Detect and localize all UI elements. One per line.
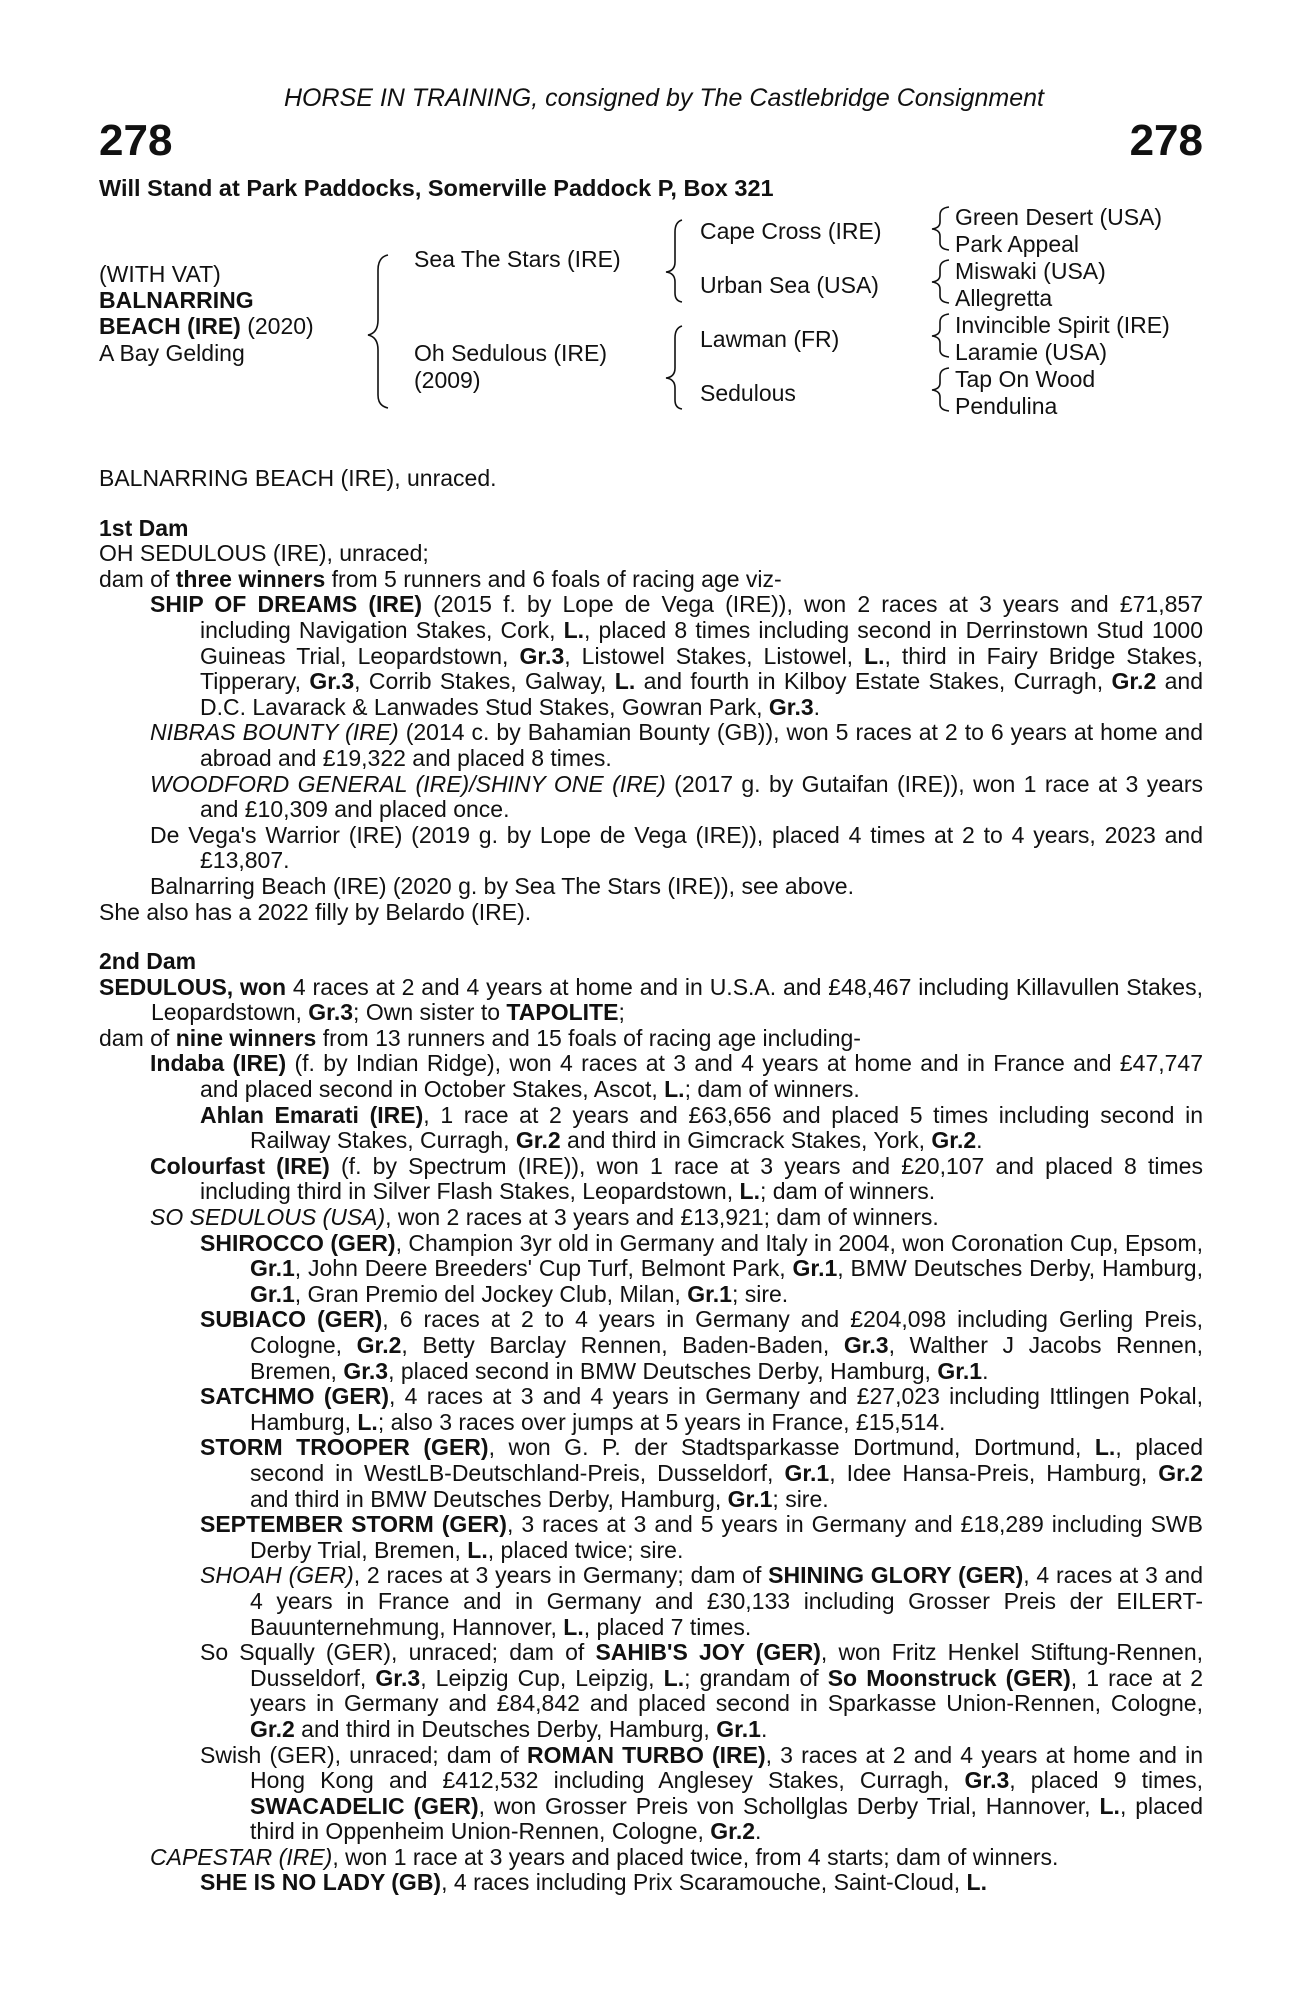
great-grandparent-4: Allegretta <box>955 285 1053 311</box>
entry-colourfast: Colourfast (IRE) (f. by Spectrum (IRE)), won 1 race at 3 years and £20,107 and placed 8 times including third in Silver Flash Stakes, Leopardstown, L.; dam of winners. <box>150 1152 1203 1205</box>
sire: Sea The Stars (IRE) <box>414 246 621 272</box>
entry-sedulous: SEDULOUS, won 4 races at 2 and 4 years at home and in U.S.A. and £48,467 including Killavullen Stakes, Leopardstown, Gr.3; Own sister to TAPOLITE; <box>99 973 1203 1026</box>
catalogue-header: HORSE IN TRAINING, consigned by The Castlebridge Consignment <box>283 84 1045 112</box>
entry-satchmo: SATCHMO (GER), 4 races at 3 and 4 years in Germany and £27,023 including Ittlingen Pokal, Hamburg, L.; also 3 races over jumps at 5 years in France, £15,514. <box>200 1383 1203 1435</box>
entry-ahlan-emarati: Ahlan Emarati (IRE), 1 race at 2 years and £63,656 and placed 5 times including second in Railway Stakes, Curragh, Gr.2 and third in Gimcrack Stakes, York, Gr.2. <box>200 1101 1203 1154</box>
entry-swish: Swish (GER), unraced; dam of ROMAN TURBO (IRE), 3 races at 2 and 4 years at home and in Hong Kong and £412,532 including Anglesey Stakes, Curragh, Gr.3, placed 9 times, SWACADELIC (GER), won Grosser Preis von Schollglas Derby Trial, Hannover, L., placed third in Oppenheim Union-Rennen, Cologne, Gr.2. <box>200 1741 1204 1845</box>
entry-subiaco: SUBIACO (GER), 6 races at 2 to 4 years in Germany and £204,098 including Gerling Preis, Cologne, Gr.2, Betty Barclay Rennen, Baden-Baden, Gr.3, Walther J Jacobs Rennen, Bremen, Gr.3, placed second in BMW Deutsches Derby, Hamburg, Gr.1. <box>200 1306 1204 1384</box>
first-dam-line: OH SEDULOUS (IRE), unraced; <box>99 540 429 567</box>
grandsire-maternal: Lawman (FR) <box>700 326 840 352</box>
entry-so-squally: So Squally (GER), unraced; dam of SAHIB'S JOY (GER), won Fritz Henkel Stiftung-Rennen, Dusseldorf, Gr.3, Leipzig Cup, Leipzig, L.; grandam of So Moonstruck (GER), 1 race at 2 years in Germany and £84,842 and placed second in Sparkasse Union-Rennen, Cologne, Gr.2 and third in Deutsches Derby, Hamburg, Gr.1. <box>200 1639 1204 1742</box>
entry-storm-trooper: STORM TROOPER (GER), won G. P. der Stadtsparkasse Dortmund, Dortmund, L., placed second in WestLB-Deutschland-Preis, Dusseldorf, Gr.1, Idee Hansa-Preis, Hamburg, Gr.2 and third in BMW Deutsches Derby, Hamburg, Gr.1; sire. <box>200 1434 1204 1512</box>
entry-nibras-bounty: NIBRAS BOUNTY (IRE) (2014 c. by Bahamian Bounty (GB)), won 5 races at 2 to 6 years at home and abroad and £19,322 and placed 8 times. <box>150 719 1203 771</box>
entry-ship-of-dreams: SHIP OF DREAMS (IRE) (2015 f. by Lope de Vega (IRE)), won 2 races at 3 years and £71,857 including Navigation Stakes, Cork, L., placed 8 times including second in Derrinstown Stud 1000 Guineas Trial, Leopardstown, Gr.3, Listowel Stakes, Listowel, L., third in Fairy Bridge Stakes, Tipperary, Gr.3, Corrib Stakes, Galway, L. and fourth in Kilboy Estate Stakes, Curragh, Gr.2 and D.C. Lavarack & Lanwades Stud Stakes, Gowran Park, Gr.3. <box>150 591 1204 720</box>
great-grandparent-1: Green Desert (USA) <box>955 204 1163 230</box>
entry-balnarring-beach: Balnarring Beach (IRE) (2020 g. by Sea The Stars (IRE)), see above. <box>150 872 854 899</box>
foaling-year: (2020) <box>247 313 314 339</box>
great-grandparent-6: Laramie (USA) <box>955 339 1108 365</box>
entry-september-storm: SEPTEMBER STORM (GER), 3 races at 3 and 5 years in Germany and £18,289 including SWB Derby Trial, Bremen, L., placed twice; sire. <box>200 1511 1203 1563</box>
first-dam-produce-summary: dam of three winners from 5 runners and 6 foals of racing age viz- <box>99 565 782 592</box>
entry-capestar: CAPESTAR (IRE), won 1 race at 3 years and placed twice, from 4 starts; dam of winners. <box>150 1843 1059 1870</box>
granddam-paternal: Urban Sea (USA) <box>700 272 879 298</box>
entry-she-is-no-lady: SHE IS NO LADY (GB), 4 races including Prix Scaramouche, Saint-Cloud, L. <box>200 1869 987 1896</box>
great-grandparent-8: Pendulina <box>955 393 1058 419</box>
great-grandparent-2: Park Appeal <box>955 231 1080 257</box>
horse-name-line1: BALNARRING <box>99 287 254 313</box>
first-dam-heading: 1st Dam <box>99 514 189 541</box>
granddam-maternal: Sedulous <box>700 380 796 406</box>
entry-de-vegas-warrior: De Vega's Warrior (IRE) (2019 g. by Lope de Vega (IRE)), placed 4 times at 2 to 4 years, 2023 and £13,807. <box>150 821 1203 874</box>
lot-number-left: 278 <box>99 116 173 165</box>
entry-shoah: SHOAH (GER), 2 races at 3 years in Germany; dam of SHINING GLORY (GER), 4 races at 3 and 4 years in France and in Germany and £30,133 including Grosser Preis der EILERT-Bauunternehmung, Hannover, L., placed 7 times. <box>200 1562 1203 1640</box>
great-grandparent-3: Miswaki (USA) <box>955 258 1106 284</box>
dam-year: (2009) <box>414 367 481 393</box>
stand-location: Will Stand at Park Paddocks, Somerville Paddock P, Box 321 <box>99 175 774 201</box>
grandsire-paternal: Cape Cross (IRE) <box>700 218 882 244</box>
lot-number-right: 278 <box>1129 116 1203 165</box>
entry-so-sedulous: SO SEDULOUS (USA), won 2 races at 3 years and £13,921; dam of winners. <box>150 1204 939 1231</box>
great-grandparent-5: Invincible Spirit (IRE) <box>955 312 1170 338</box>
entry-also-has: She also has a 2022 filly by Belardo (IRE). <box>99 898 532 925</box>
great-grandparent-7: Tap On Wood <box>955 366 1096 392</box>
second-dam-produce-summary: dam of nine winners from 13 runners and 15 foals of racing age including- <box>99 1024 861 1051</box>
entry-indaba: Indaba (IRE) (f. by Indian Ridge), won 4 races at 3 and 4 years at home and in France and £47,747 and placed second in October Stakes, Ascot, L.; dam of winners. <box>150 1050 1204 1103</box>
horse-name: BEACH (IRE) <box>99 313 241 339</box>
entry-woodford-general: WOODFORD GENERAL (IRE)/SHINY ONE (IRE) (2017 g. by Gutaifan (IRE)), won 1 race at 3 years and £10,309 and placed once. <box>150 770 1203 823</box>
second-dam-heading: 2nd Dam <box>99 948 197 975</box>
intro-line: BALNARRING BEACH (IRE), unraced. <box>99 465 497 491</box>
entry-shirocco: SHIROCCO (GER), Champion 3yr old in Germany and Italy in 2004, won Coronation Cup, Epsom, Gr.1, John Deere Breeders' Cup Turf, Belmont Park, Gr.1, BMW Deutsches Derby, Hamburg, Gr.1, Gran Premio del Jockey Club, Milan, Gr.1; sire. <box>200 1229 1203 1307</box>
dam: Oh Sedulous (IRE) <box>414 340 608 366</box>
vat-label: (WITH VAT) <box>99 261 221 287</box>
catalogue-body <box>99 466 1203 1896</box>
horse-description: A Bay Gelding <box>99 340 245 366</box>
